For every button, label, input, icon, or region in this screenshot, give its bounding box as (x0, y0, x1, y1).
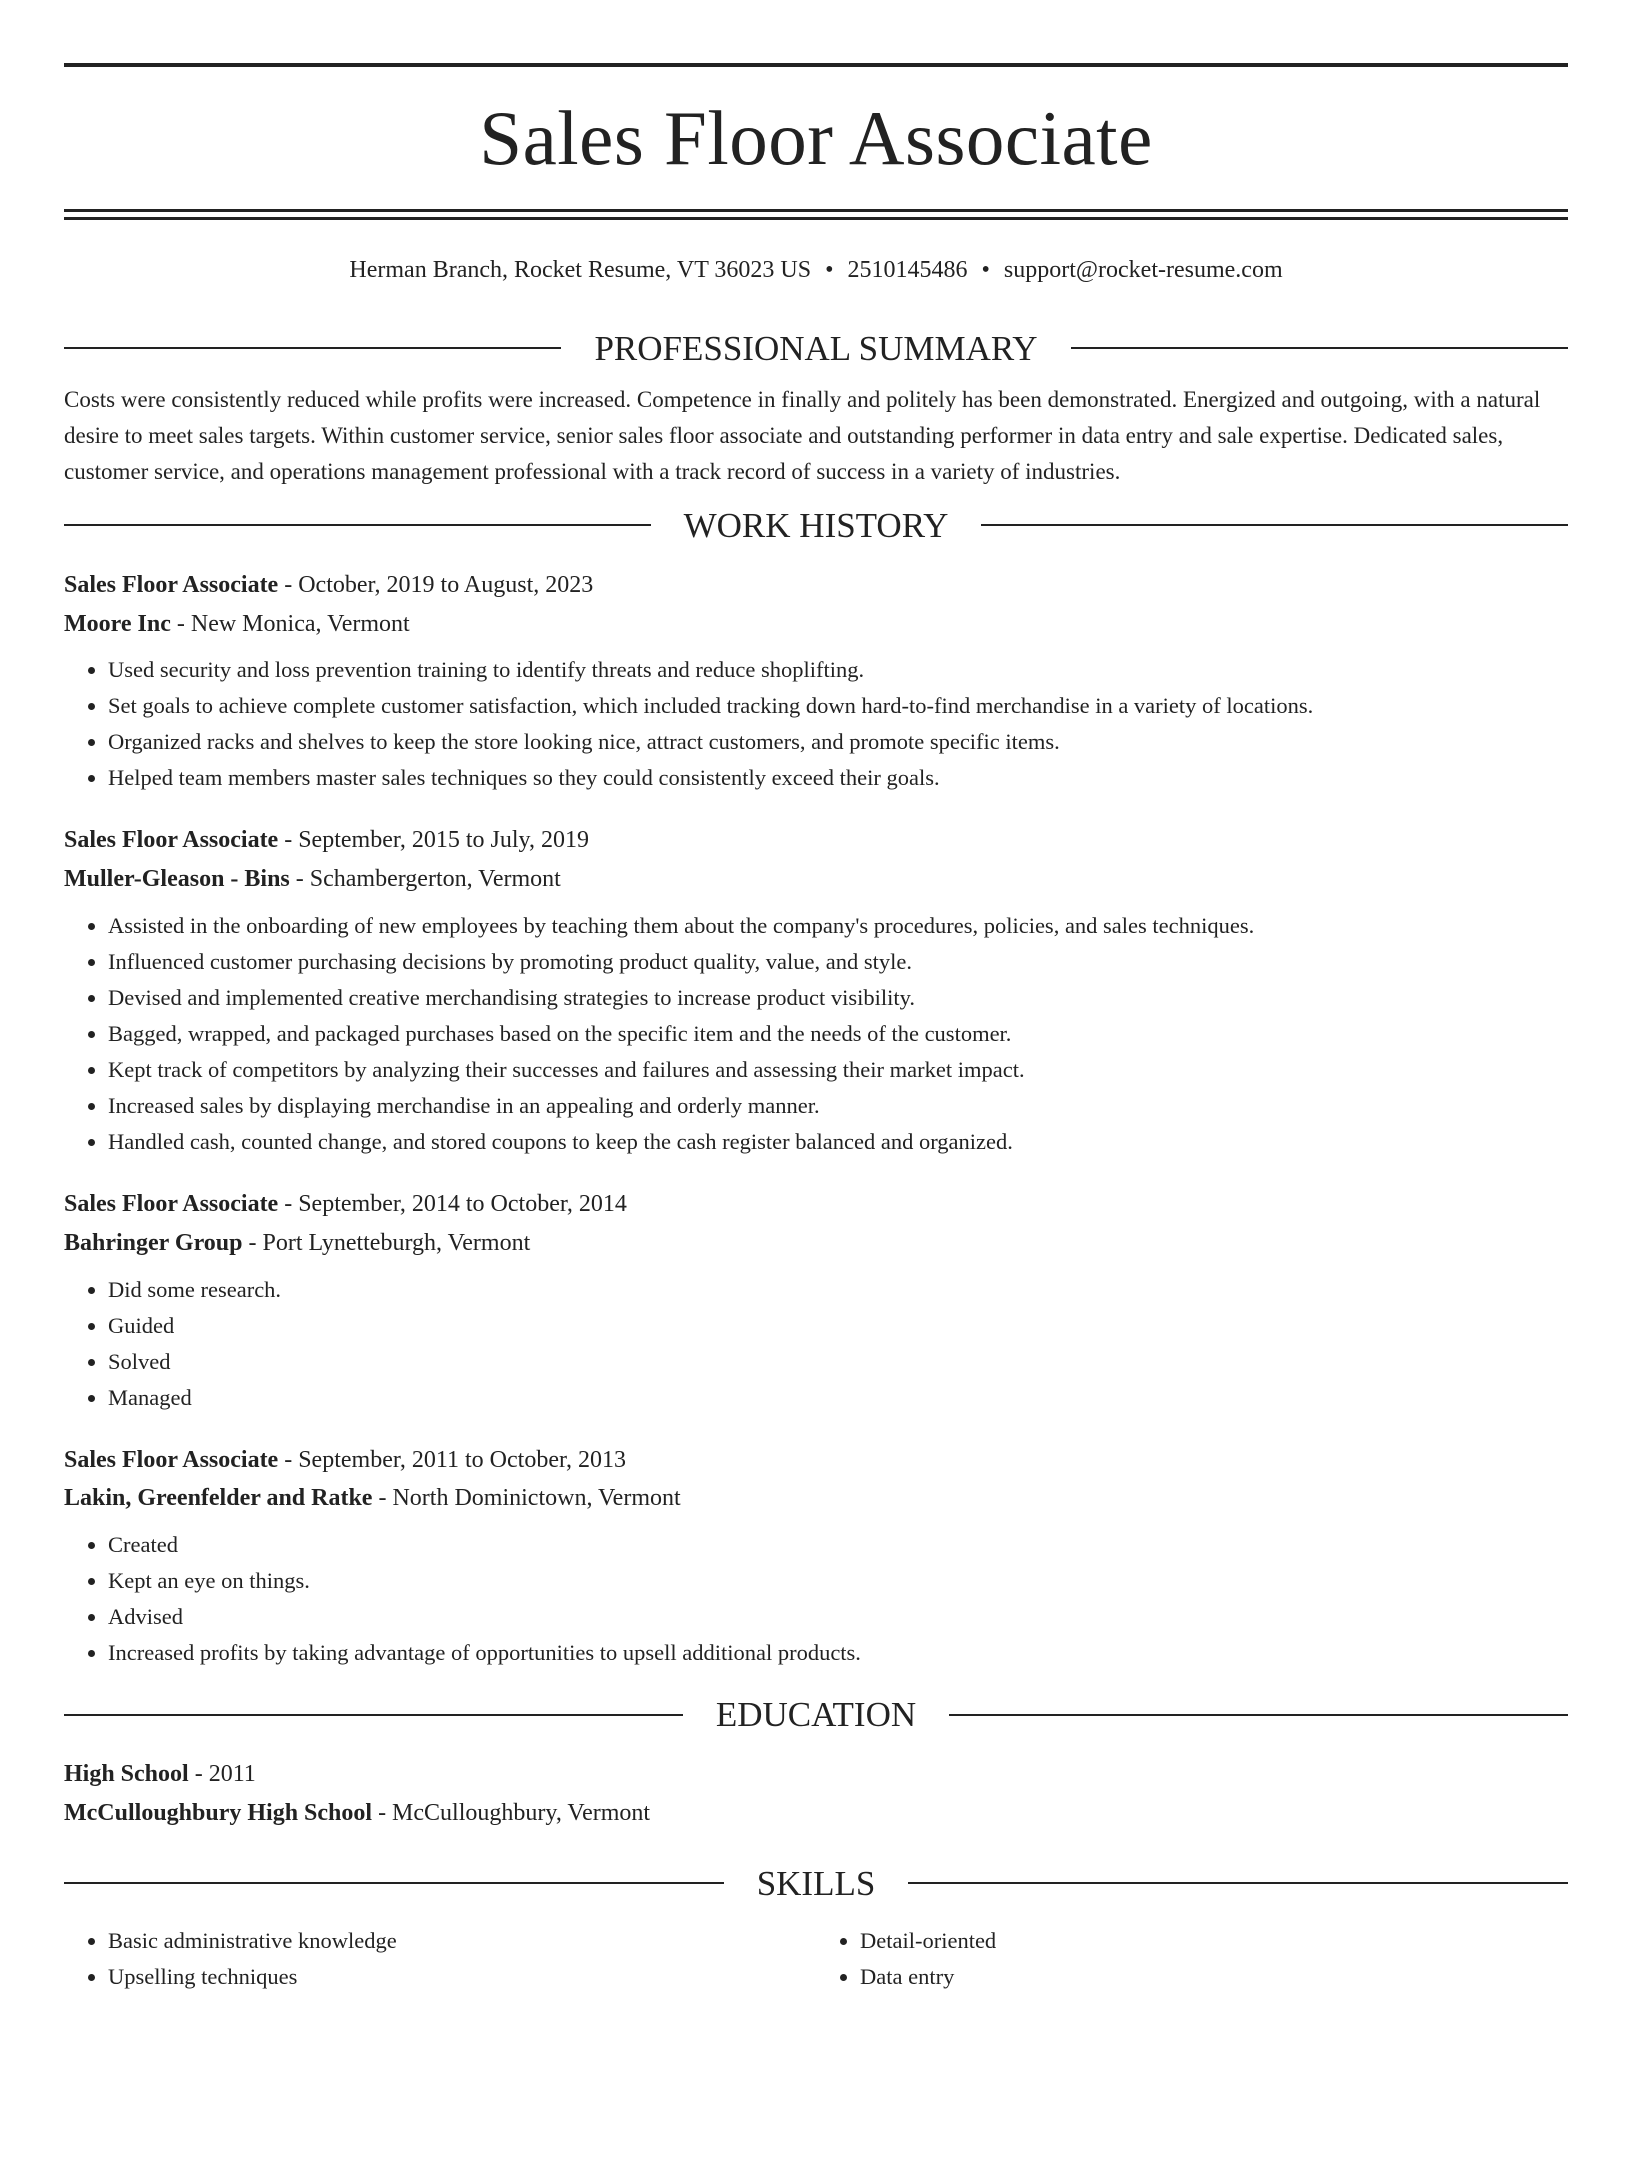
contact-email: support@rocket-resume.com (1003, 257, 1283, 283)
section-header-education (64, 1695, 1568, 1735)
skill-item: • Data entry (860, 1959, 1568, 1995)
job-title: Sales Floor Associate (64, 1190, 279, 1217)
job-entry (64, 571, 1568, 797)
job-entry (64, 826, 1568, 1160)
job-title-line (64, 1190, 1568, 1219)
contact-phone: 2510145486 (847, 257, 968, 283)
contact-separator: • (825, 257, 834, 283)
section-rule (64, 347, 561, 349)
job-title: Sales Floor Associate (64, 1446, 279, 1473)
education-school-line (64, 1799, 1568, 1828)
top-divider (64, 63, 1568, 67)
section-rule (64, 524, 651, 526)
education-school: McCulloughbury High School (64, 1799, 373, 1826)
job-bullet: • Managed (108, 1380, 1568, 1416)
job-entry (64, 1446, 1568, 1672)
section-rule (908, 1882, 1568, 1884)
education-location: - McCulloughbury, Vermont (378, 1799, 651, 1826)
section-rule (64, 1714, 683, 1716)
skills-column-left (64, 1923, 816, 1995)
job-bullet: • Solved (108, 1344, 1568, 1380)
job-bullet: • Increased sales by displaying merchandise in an appealing and orderly manner. (108, 1088, 1568, 1124)
job-company-line (64, 1484, 1568, 1513)
skill-item: • Basic administrative knowledge (108, 1923, 816, 1959)
job-bullets (64, 1272, 1568, 1416)
job-bullets (64, 652, 1568, 796)
job-bullet: • Devised and implemented creative merchandising strategies to increase product visibility. (108, 980, 1568, 1016)
job-company-line (64, 1229, 1568, 1258)
skills-column-right (816, 1923, 1568, 1995)
contact-address: Herman Branch, Rocket Resume, VT 36023 US (349, 257, 812, 283)
skills-list (64, 1923, 1568, 1995)
section-rule (1071, 347, 1568, 349)
job-company-line (64, 610, 1568, 639)
job-company: Moore Inc (64, 610, 171, 637)
education-degree-line (64, 1760, 1568, 1789)
job-bullet: • Handled cash, counted change, and stored coupons to keep the cash register balanced and organized. (108, 1124, 1568, 1160)
job-bullet: • Bagged, wrapped, and packaged purchases based on the specific item and the needs of the customer. (108, 1016, 1568, 1052)
education-year: - 2011 (194, 1761, 256, 1788)
education-entry (64, 1760, 1568, 1828)
job-title-line (64, 826, 1568, 855)
job-entry (64, 1190, 1568, 1416)
job-title-line (64, 571, 1568, 600)
job-title: Sales Floor Associate (64, 827, 279, 854)
job-bullet: • Kept an eye on things. (108, 1563, 1568, 1599)
job-bullet: • Assisted in the onboarding of new employees by teaching them about the company's procedures, policies, and sales techniques. (108, 908, 1568, 944)
job-location: - New Monica, Vermont (176, 610, 410, 637)
section-title: SKILLS (756, 1863, 876, 1903)
job-dates: - September, 2015 to July, 2019 (284, 827, 589, 854)
job-dates: - September, 2014 to October, 2014 (284, 1190, 627, 1217)
skill-item: • Upselling techniques (108, 1959, 816, 1995)
section-rule (981, 524, 1568, 526)
job-bullet: • Advised (108, 1599, 1568, 1635)
job-bullets (64, 1527, 1568, 1671)
job-bullets (64, 908, 1568, 1160)
section-title: PROFESSIONAL SUMMARY (594, 328, 1038, 368)
job-title: Sales Floor Associate (64, 571, 279, 598)
resume-title: Sales Floor Associate (479, 95, 1153, 181)
job-dates: - September, 2011 to October, 2013 (284, 1446, 626, 1473)
section-title: WORK HISTORY (683, 505, 949, 545)
job-bullet: • Created (108, 1527, 1568, 1563)
job-dates: - October, 2019 to August, 2023 (284, 571, 594, 598)
section-header-work-history (64, 505, 1568, 545)
section-header-skills (64, 1863, 1568, 1903)
job-title-line (64, 1446, 1568, 1475)
job-bullet: • Set goals to achieve complete customer satisfaction, which included tracking down hard-to-find merchandise in a variety of locations. (108, 688, 1568, 724)
education-degree: High School (64, 1761, 189, 1788)
job-bullet: • Organized racks and shelves to keep the store looking nice, attract customers, and promote specific items. (108, 724, 1568, 760)
contact-line (64, 256, 1568, 285)
job-location: - North Dominictown, Vermont (378, 1485, 681, 1512)
section-rule (949, 1714, 1568, 1716)
job-bullet: • Guided (108, 1308, 1568, 1344)
resume-page (0, 63, 1632, 2175)
job-location: - Schambergerton, Vermont (295, 866, 561, 893)
section-rule (64, 1882, 724, 1884)
job-bullet: • Influenced customer purchasing decisions by promoting product quality, value, and style. (108, 944, 1568, 980)
title-double-divider (64, 209, 1568, 220)
job-company: Lakin, Greenfelder and Ratke (64, 1485, 373, 1512)
job-bullet: • Used security and loss prevention training to identify threats and reduce shoplifting. (108, 652, 1568, 688)
job-company-line (64, 865, 1568, 894)
summary-text: Costs were consistently reduced while profits were increased. Competence in finally and politely has been demonstrated. Energized and outgoing, with a natural desire to meet sales targets. Within customer service, senior sales floor associate and outstanding performer in data entry and sale expertise. Dedicated sales, customer service, and operations management professional with a track record of success in a variety of industries. (64, 386, 1541, 484)
section-title: EDUCATION (715, 1695, 917, 1735)
job-bullet: • Did some research. (108, 1272, 1568, 1308)
job-bullet: • Increased profits by taking advantage of opportunities to upsell additional products. (108, 1635, 1568, 1671)
job-company: Muller-Gleason - Bins (64, 866, 290, 893)
job-company: Bahringer Group (64, 1229, 243, 1256)
section-header-summary (64, 328, 1568, 368)
job-location: - Port Lynetteburgh, Vermont (248, 1229, 531, 1256)
job-bullet: • Kept track of competitors by analyzing their successes and failures and assessing their market impact. (108, 1052, 1568, 1088)
job-bullet: • Helped team members master sales techniques so they could consistently exceed their goals. (108, 760, 1568, 796)
skill-item: • Detail-oriented (860, 1923, 1568, 1959)
contact-separator: • (981, 257, 990, 283)
